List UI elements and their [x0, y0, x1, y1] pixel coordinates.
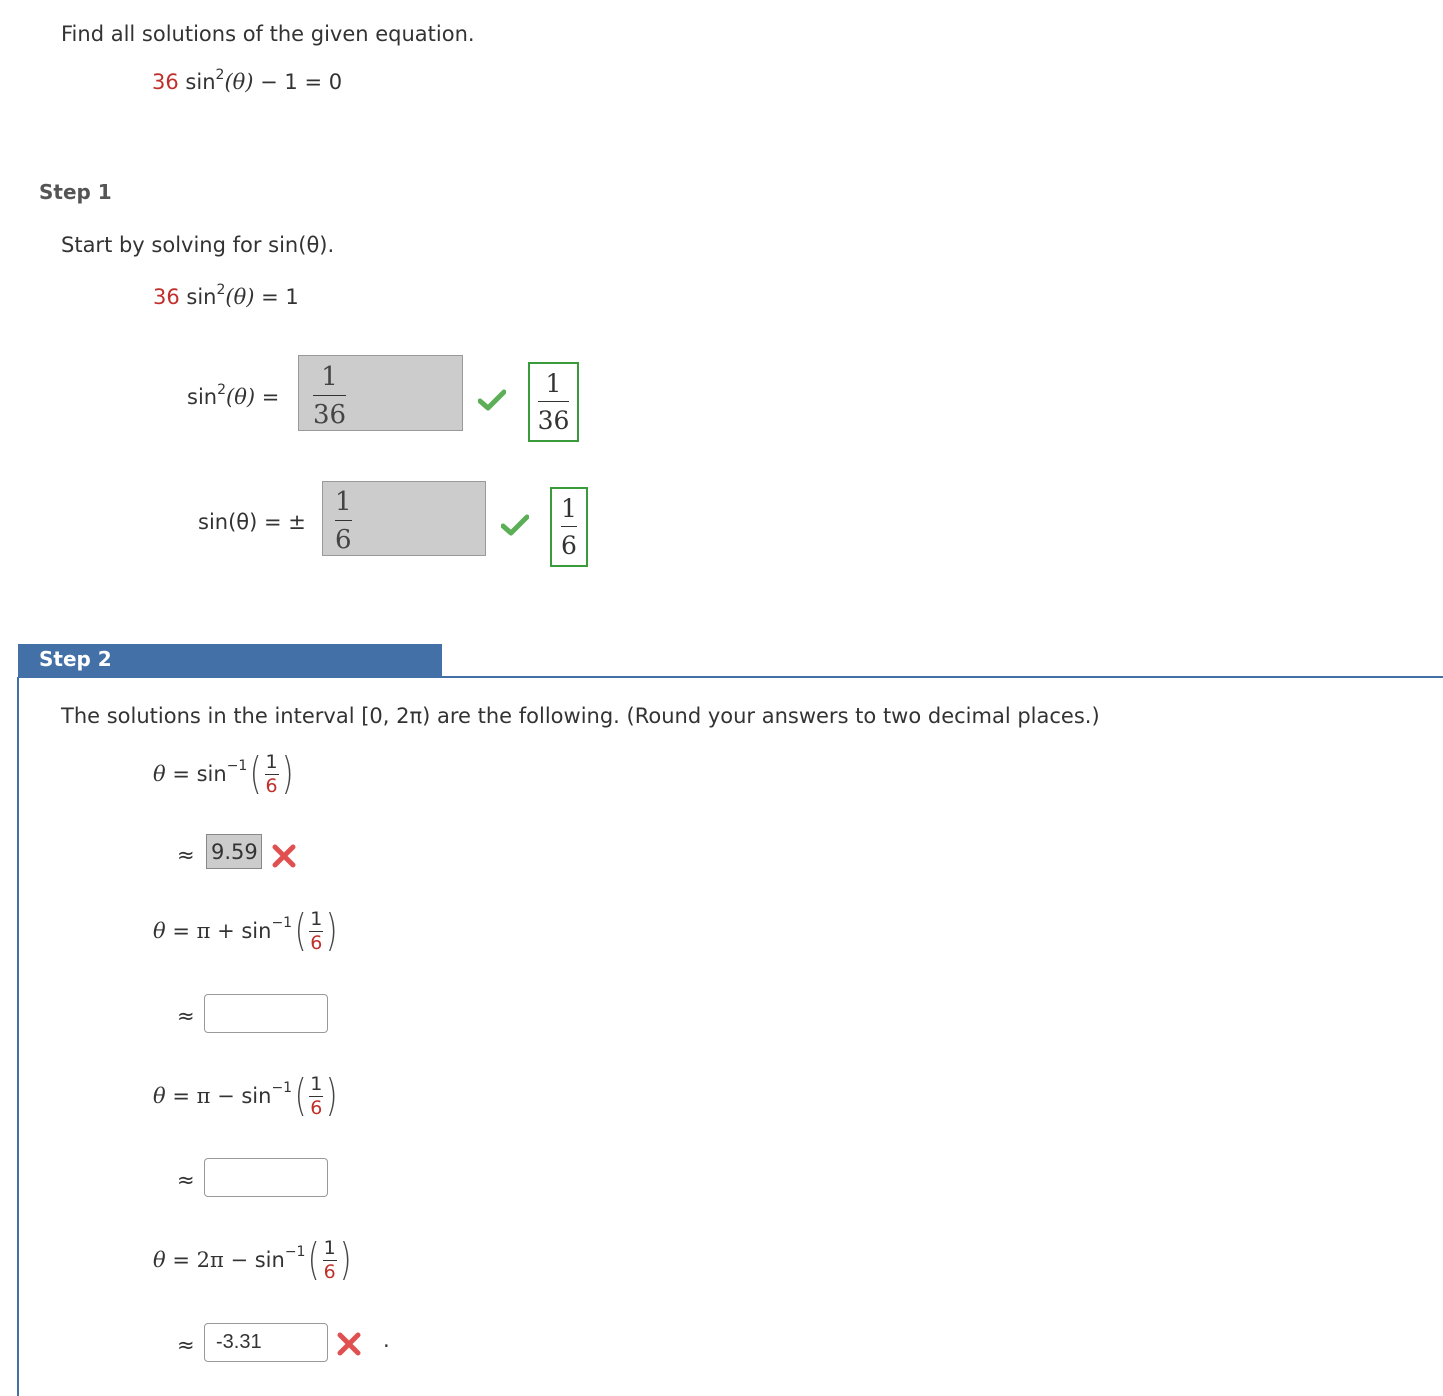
problem-instruction: Find all solutions of the given equation. [61, 22, 475, 46]
sentence-period: . [383, 1328, 390, 1352]
solution-1-field[interactable]: 9.59 [206, 834, 262, 869]
solution-3-input[interactable] [204, 1158, 328, 1197]
answer-sin-squared-field[interactable]: 1 36 [298, 355, 463, 431]
step1-line3-lhs: sin(θ) = ± [198, 510, 306, 534]
step2-label: Step 2 [39, 647, 112, 671]
solution-3-expression: θ = π − sin −1 ( 1 6 ) [153, 1070, 338, 1121]
solution-2-expression: θ = π + sin −1 ( 1 6 ) [153, 905, 338, 956]
step2-instruction: The solutions in the interval [0, 2π) are the following. (Round your answers to two decimal places.) [61, 704, 1100, 728]
answer-sin-field[interactable]: 1 6 [322, 481, 486, 556]
correct-check-icon [478, 389, 506, 411]
solution-2-input[interactable] [204, 994, 328, 1033]
incorrect-x-icon [337, 1332, 361, 1356]
step1-instruction: Start by solving for sin(θ). [61, 233, 335, 257]
solution-4-expression: θ = 2π − sin −1 ( 1 6 ) [153, 1234, 352, 1285]
approx-symbol: ≈ [177, 1004, 195, 1028]
step2-left-border [17, 677, 19, 1396]
approx-symbol: ≈ [177, 843, 195, 867]
approx-symbol: ≈ [177, 1333, 195, 1357]
answer-key-box: $\frac{1}{36}$ [528, 362, 579, 442]
correct-check-icon [501, 514, 529, 536]
solution-1-expression: θ = sin −1 ( 1 6 ) [153, 748, 294, 799]
solution-4-input[interactable]: -3.31 [204, 1323, 328, 1362]
approx-symbol: ≈ [177, 1168, 195, 1192]
step2-divider [18, 676, 1443, 678]
step1-label: Step 1 [39, 180, 112, 204]
step1-line2-lhs: $\sin^2(\theta)$ = [187, 382, 280, 409]
step1-line1: 36 $\sin^2(\theta) = 1$ [153, 282, 299, 309]
problem-equation: 36 $\sin^2(\theta) - 1 = 0$ [152, 67, 343, 94]
incorrect-x-icon [272, 844, 296, 868]
step2-header [18, 644, 442, 677]
answer-key-box: $\frac{1}{6}$ [550, 487, 588, 567]
